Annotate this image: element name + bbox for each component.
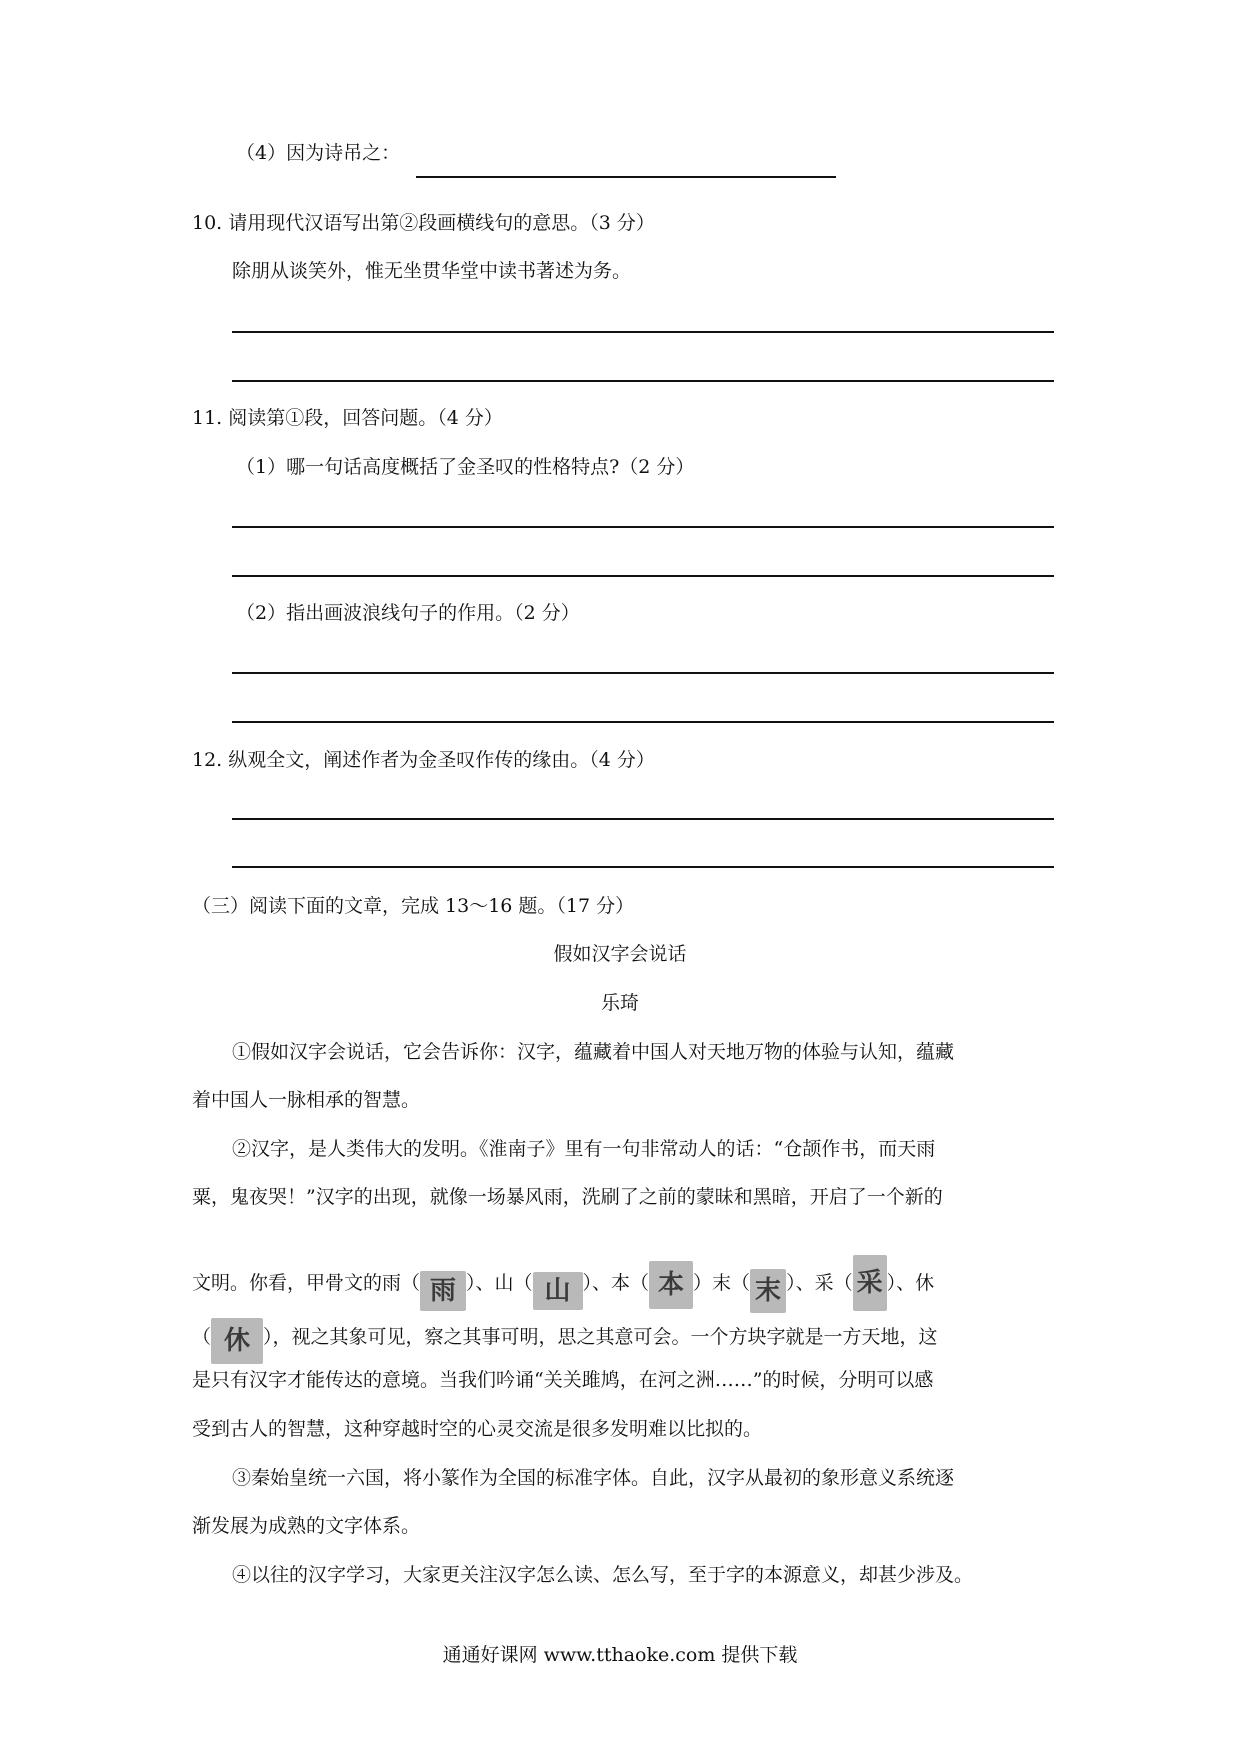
para2-line2: 粟，鬼夜哭！”汉字的出现，就像一场暴风雨，洗刷了之前的蒙昧和黑暗，开启了一个新的 [192,1186,943,1208]
para2-line4-text-b: ），视之其象可见，察之其事可明，思之其意可会。一个方块字就是一方天地，这 [263,1326,938,1348]
q11-sub2: （2）指出画波浪线句子的作用。（2 分） [236,602,580,624]
q11-1-answer-line-1[interactable] [232,526,1054,528]
q10-sentence: 除朋从谈笑外，惟无坐贯华堂中读书著述为务。 [232,260,632,282]
q10-question: 10. 请用现代汉语写出第②段画横线句的意思。（3 分） [192,212,655,234]
q11-1-answer-line-2[interactable] [232,575,1054,577]
para4-line1: ④以往的汉字学习，大家更关注汉字怎么读、怎么写，至于字的本源意义，却甚少涉及。 [232,1564,974,1586]
para2-line3-text-f: ）、休 [886,1272,935,1294]
q12-answer-line-1[interactable] [232,818,1054,820]
q11-2-answer-line-1[interactable] [232,672,1054,674]
oracle-mountain-glyph-image: 山 [533,1272,583,1310]
para2-line4-text-a: （ [192,1326,212,1348]
para1-line1: ①假如汉字会说话，它会告诉你：汉字，蕴藏着中国人对天地万物的体验与认知，蕴藏 [232,1041,955,1063]
oracle-tip-glyph-image: 末 [750,1269,786,1313]
oracle-pick-glyph-image: 采 [853,1255,887,1311]
q10-answer-line-1[interactable] [232,331,1054,333]
q11-2-answer-line-2[interactable] [232,721,1054,723]
q9-4-label: （4）因为诗吊之： [236,142,401,164]
section3-heading: （三）阅读下面的文章，完成 13～16 题。（17 分） [192,895,635,917]
page-footer: 通通好课网 www.tthaoke.com 提供下载 [442,1644,798,1666]
q11-sub1: （1）哪一句话高度概括了金圣叹的性格特点?（2 分） [236,456,695,478]
para2-line6: 受到古人的智慧，这种穿越时空的心灵交流是很多发明难以比拟的。 [192,1418,763,1440]
para2-line3-text-d: ）末（ [693,1272,751,1294]
q12-question: 12. 纵观全文，阐述作者为金圣叹作传的缘由。（4 分） [192,749,655,771]
para3-line1: ③秦始皇统一六国，将小篆作为全国的标准字体。自此，汉字从最初的象形意义系统逐 [232,1467,955,1489]
para2-line3-text-b: ）、山（ [466,1272,533,1294]
para2-line5: 是只有汉字才能传达的意境。当我们吟诵“关关雎鸠，在河之洲……”的时候，分明可以感 [192,1369,934,1391]
q10-answer-line-2[interactable] [232,380,1054,382]
para2-line3-text-a: 文明。你看，甲骨文的雨（ [192,1272,421,1294]
article-author: 乐琦 [600,992,639,1014]
para2-line3-text-e: ）、采（ [786,1272,853,1294]
para3-line2: 渐发展为成熟的文字体系。 [192,1515,421,1537]
para2-line4 [192,1318,938,1364]
article-title: 假如汉字会说话 [553,943,687,965]
oracle-rest-glyph-image: 休 [211,1318,263,1364]
para2-line1: ②汉字，是人类伟大的发明。《淮南子》里有一句非常动人的话：“仓颉作书，而天雨 [232,1138,936,1160]
oracle-root-glyph-image: 本 [649,1261,693,1309]
para1-line2: 着中国人一脉相承的智慧。 [192,1089,421,1111]
q9-4-answer-line[interactable] [416,176,836,178]
q12-answer-line-2[interactable] [232,866,1054,868]
para2-line3-text-c: ）、本（ [582,1272,650,1294]
oracle-rain-glyph-image: 雨 [420,1271,466,1311]
para2-line3 [192,1255,934,1313]
q11-question: 11. 阅读第①段，回答问题。（4 分） [192,407,503,429]
